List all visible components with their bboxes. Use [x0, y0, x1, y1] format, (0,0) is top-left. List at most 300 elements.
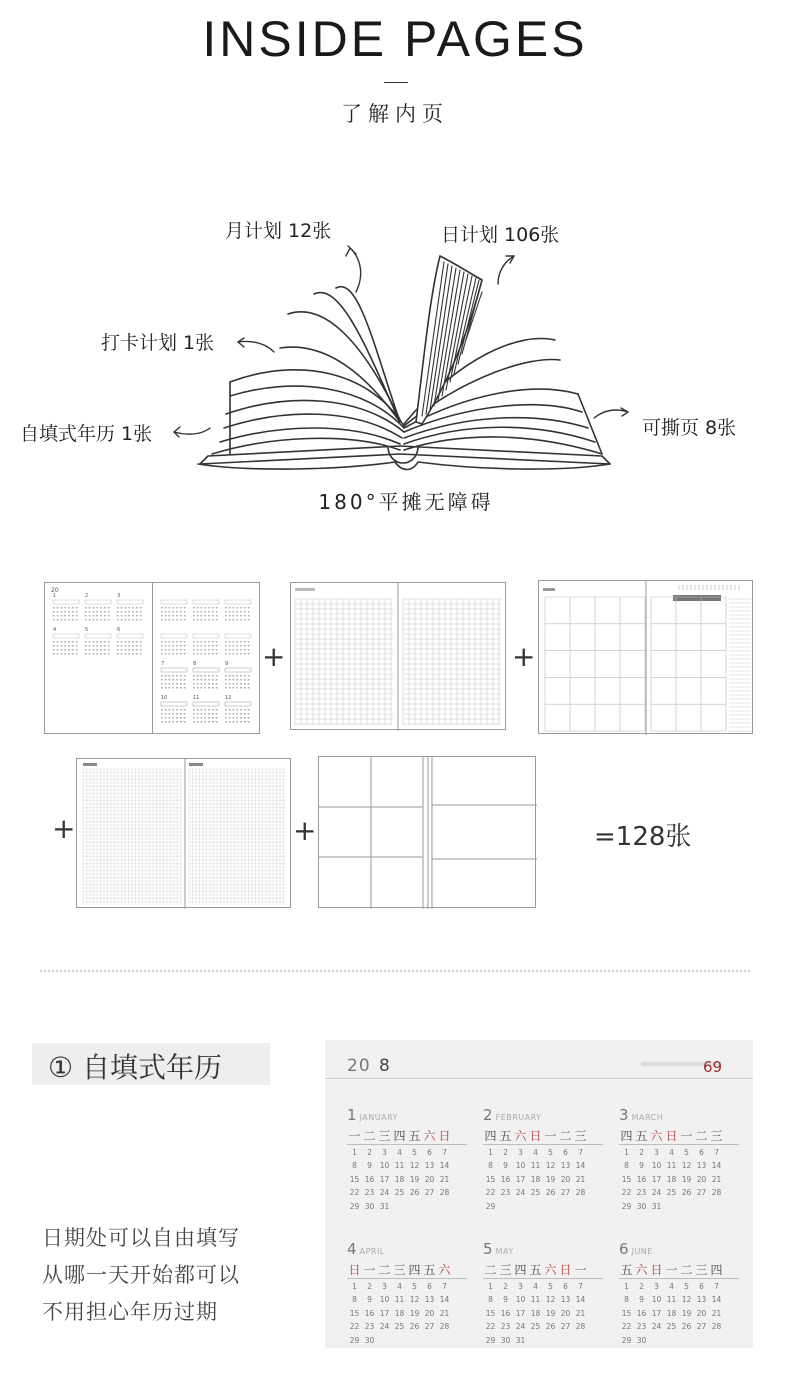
day-cell: 1: [624, 1282, 629, 1291]
day-cell: 2: [367, 1282, 372, 1291]
day-cell: 10: [651, 1161, 662, 1171]
day-grid: [483, 1282, 588, 1348]
mini-month-label: 5: [85, 627, 89, 633]
day-cell: 20: [424, 1308, 435, 1318]
day-cell: 7: [578, 1148, 583, 1157]
day-cell: 31: [651, 1201, 662, 1211]
weekday-label: 六: [514, 1129, 527, 1143]
label-daily-plan: 日计划 106张: [441, 224, 560, 246]
day-cell: 14: [575, 1161, 586, 1171]
day-cell: 2: [639, 1148, 644, 1157]
mini-month-label: 4: [53, 627, 57, 633]
day-cell: 26: [681, 1188, 692, 1198]
day-cell: 22: [621, 1188, 632, 1198]
day-cell: 20: [696, 1174, 707, 1184]
day-cell: 13: [424, 1295, 435, 1305]
weekday-label: 日: [665, 1129, 678, 1143]
weekday-label: 日: [438, 1129, 451, 1143]
day-cell: 14: [439, 1161, 450, 1171]
section-title: ① 自填式年历: [48, 1051, 223, 1084]
day-cell: 17: [515, 1308, 526, 1318]
day-cell: 13: [696, 1161, 707, 1171]
day-cell: 12: [681, 1161, 692, 1171]
calendar-month: [347, 1240, 467, 1348]
monthly-plan-grid: [539, 581, 754, 735]
mini-month-label: 9: [225, 661, 229, 667]
month-heading: [483, 1240, 603, 1258]
day-cell: 12: [409, 1161, 420, 1171]
day-cell: 20: [560, 1174, 571, 1184]
day-cell: 17: [651, 1174, 662, 1184]
month-name: MARCH: [628, 1113, 664, 1122]
day-cell: 18: [394, 1308, 405, 1318]
month-name: MAY: [492, 1247, 514, 1256]
weekday-label: 一: [363, 1263, 376, 1277]
day-cell: 7: [578, 1282, 583, 1291]
weekday-label: 四: [514, 1263, 527, 1277]
day-grid: [347, 1148, 452, 1215]
plus-sign: +: [293, 814, 317, 847]
day-cell: 1: [352, 1148, 357, 1157]
month-heading: [483, 1106, 603, 1124]
plus-sign: +: [512, 640, 536, 673]
day-cell: 24: [515, 1322, 526, 1332]
day-cell: 19: [409, 1174, 420, 1184]
day-cell: 8: [352, 1161, 357, 1171]
day-cell: 9: [639, 1161, 644, 1171]
spread-daily-plan: [76, 758, 291, 908]
day-cell: 7: [714, 1282, 719, 1291]
month-name: JANUARY: [356, 1113, 399, 1122]
day-cell: 28: [439, 1188, 450, 1198]
day-cell: 22: [349, 1322, 360, 1332]
spread-checkin-grid: [290, 582, 506, 730]
weekday-label: 五: [529, 1263, 542, 1277]
weekday-label: 二: [559, 1129, 572, 1143]
day-cell: 17: [651, 1308, 662, 1318]
calendar-month: [483, 1240, 603, 1348]
weekday-label: 三: [499, 1263, 512, 1277]
day-cell: 25: [666, 1322, 677, 1332]
day-cell: 5: [684, 1148, 689, 1157]
plus-sign: +: [52, 812, 76, 845]
day-cell: 9: [367, 1295, 372, 1305]
day-cell: 28: [711, 1322, 722, 1332]
day-cell: 9: [639, 1295, 644, 1305]
day-cell: 30: [500, 1335, 511, 1345]
month-heading: [347, 1240, 467, 1258]
day-cell: 17: [379, 1308, 390, 1318]
month-heading: [619, 1240, 739, 1258]
day-cell: 10: [515, 1161, 526, 1171]
weekday-label: 日: [529, 1129, 542, 1143]
weekday-label: 五: [408, 1129, 421, 1143]
weekday-label: 日: [559, 1263, 572, 1277]
year-handwritten: 8: [379, 1056, 391, 1076]
day-cell: 6: [699, 1282, 704, 1291]
day-cell: 15: [621, 1308, 632, 1318]
day-cell: 22: [485, 1322, 496, 1332]
weekday-label: 六: [635, 1263, 648, 1277]
weekday-row: [347, 1261, 467, 1279]
weekday-label: 六: [650, 1129, 663, 1143]
day-cell: 23: [636, 1188, 647, 1198]
weekday-label: 四: [408, 1263, 421, 1277]
weekday-row: [619, 1261, 739, 1279]
day-cell: 7: [442, 1282, 447, 1291]
weekday-row: [483, 1127, 603, 1145]
day-cell: 8: [488, 1295, 493, 1305]
day-cell: 21: [575, 1174, 586, 1184]
day-cell: 2: [503, 1282, 508, 1291]
weekday-label: 六: [438, 1263, 451, 1277]
day-cell: 16: [364, 1308, 375, 1318]
day-cell: 6: [427, 1148, 432, 1157]
month-number: 6: [619, 1240, 629, 1258]
day-cell: 12: [545, 1161, 556, 1171]
day-cell: 10: [651, 1295, 662, 1305]
day-cell: 4: [533, 1148, 538, 1157]
day-cell: 19: [545, 1308, 556, 1318]
day-cell: 30: [364, 1335, 375, 1345]
weekday-label: 一: [665, 1263, 678, 1277]
day-cell: 3: [382, 1148, 387, 1157]
weekday-label: 三: [695, 1263, 708, 1277]
weekday-label: 一: [544, 1129, 557, 1143]
day-cell: 19: [681, 1174, 692, 1184]
spread-monthly-plan: [538, 580, 753, 734]
weekday-label: 二: [484, 1263, 497, 1277]
year-prefix: 20: [347, 1056, 371, 1076]
day-cell: 29: [349, 1201, 360, 1211]
day-cell: 6: [427, 1282, 432, 1291]
day-cell: 8: [352, 1295, 357, 1305]
month-number: 5: [483, 1240, 493, 1258]
mini-month-blocks: [45, 583, 261, 735]
day-cell: 24: [379, 1188, 390, 1198]
day-cell: 25: [530, 1322, 541, 1332]
day-cell: 29: [621, 1335, 632, 1345]
day-cell: 14: [711, 1161, 722, 1171]
day-grid: [619, 1148, 724, 1215]
day-cell: 15: [485, 1174, 496, 1184]
day-cell: 11: [394, 1295, 405, 1305]
weekday-label: 四: [393, 1129, 406, 1143]
day-cell: 5: [412, 1282, 417, 1291]
day-cell: 27: [424, 1322, 435, 1332]
day-cell: 29: [485, 1335, 496, 1345]
calendar-year: [347, 1056, 391, 1076]
weekday-label: 四: [484, 1129, 497, 1143]
day-cell: 13: [560, 1161, 571, 1171]
day-cell: 18: [666, 1174, 677, 1184]
header-rule: [325, 1078, 753, 1079]
day-cell: 25: [666, 1188, 677, 1198]
weekday-label: 四: [710, 1263, 723, 1277]
daily-plan-grid: [77, 759, 292, 909]
mini-month-label: 8: [193, 661, 197, 667]
day-cell: 11: [530, 1295, 541, 1305]
day-cell: 2: [639, 1282, 644, 1291]
day-cell: 29: [349, 1335, 360, 1345]
day-cell: 27: [424, 1188, 435, 1198]
day-cell: 27: [696, 1322, 707, 1332]
day-cell: 28: [439, 1322, 450, 1332]
day-cell: 15: [621, 1174, 632, 1184]
day-cell: 29: [621, 1201, 632, 1211]
label-year-calendar: 自填式年历 1张: [20, 423, 153, 445]
weekday-label: 二: [363, 1129, 376, 1143]
flat-lay-caption: 180°平摊无障碍: [318, 490, 494, 514]
weekday-label: 四: [620, 1129, 633, 1143]
day-cell: 10: [379, 1161, 390, 1171]
day-cell: 5: [412, 1148, 417, 1157]
calendar-month: [347, 1106, 467, 1215]
day-cell: 19: [545, 1174, 556, 1184]
tearoff-panels: [319, 757, 537, 909]
day-cell: 30: [364, 1201, 375, 1211]
day-cell: 2: [367, 1148, 372, 1157]
day-cell: 21: [711, 1308, 722, 1318]
day-cell: 30: [636, 1201, 647, 1211]
day-cell: 1: [488, 1282, 493, 1291]
weekday-label: 三: [710, 1129, 723, 1143]
day-cell: 5: [548, 1282, 553, 1291]
weekday-label: 三: [393, 1263, 406, 1277]
description-line: 从哪一天开始都可以: [42, 1263, 240, 1287]
day-cell: 17: [379, 1174, 390, 1184]
day-cell: 18: [530, 1174, 541, 1184]
day-cell: 28: [711, 1188, 722, 1198]
day-cell: 4: [397, 1148, 402, 1157]
weekday-row: [347, 1127, 467, 1145]
day-cell: 7: [442, 1148, 447, 1157]
weekday-label: 五: [423, 1263, 436, 1277]
weekday-label: 二: [680, 1263, 693, 1277]
day-cell: 23: [636, 1322, 647, 1332]
day-cell: 19: [409, 1308, 420, 1318]
day-cell: 6: [563, 1282, 568, 1291]
page-title: INSIDE PAGES: [202, 11, 588, 67]
day-cell: 24: [515, 1188, 526, 1198]
day-cell: 11: [394, 1161, 405, 1171]
day-cell: 28: [575, 1322, 586, 1332]
day-cell: 15: [349, 1174, 360, 1184]
day-cell: 3: [382, 1282, 387, 1291]
day-cell: 22: [349, 1188, 360, 1198]
day-cell: 21: [439, 1308, 450, 1318]
day-cell: 16: [636, 1308, 647, 1318]
month-name: JUNE: [628, 1247, 653, 1256]
day-cell: 26: [545, 1322, 556, 1332]
day-cell: 21: [575, 1308, 586, 1318]
day-cell: 12: [409, 1295, 420, 1305]
day-cell: 27: [560, 1322, 571, 1332]
day-cell: 3: [654, 1148, 659, 1157]
day-cell: 3: [518, 1282, 523, 1291]
day-cell: 2: [503, 1148, 508, 1157]
day-cell: 24: [379, 1322, 390, 1332]
mini-month-label: 1: [53, 593, 57, 599]
day-cell: 26: [681, 1322, 692, 1332]
description-line: 日期处可以自由填写: [42, 1226, 240, 1250]
label-tearoff-pages: 可撕页 8张: [642, 417, 737, 439]
day-cell: 13: [424, 1161, 435, 1171]
day-cell: 1: [624, 1148, 629, 1157]
day-cell: 22: [621, 1322, 632, 1332]
plus-sign: +: [262, 640, 286, 673]
day-cell: 30: [636, 1335, 647, 1345]
label-monthly-plan: 月计划 12张: [225, 220, 332, 242]
day-cell: 20: [424, 1174, 435, 1184]
weekday-label: 三: [574, 1129, 587, 1143]
day-cell: 9: [367, 1161, 372, 1171]
label-checkin-plan: 打卡计划 1张: [101, 332, 215, 354]
day-cell: 14: [711, 1295, 722, 1305]
weekday-label: 五: [620, 1263, 633, 1277]
weekday-label: 五: [499, 1129, 512, 1143]
month-number: 1: [347, 1106, 357, 1124]
day-cell: 26: [409, 1322, 420, 1332]
day-cell: 13: [560, 1295, 571, 1305]
day-cell: 26: [409, 1188, 420, 1198]
day-cell: 8: [624, 1161, 629, 1171]
day-cell: 13: [696, 1295, 707, 1305]
spread-tearoff-pages: [318, 756, 536, 908]
description-line: 不用担心年历过期: [42, 1300, 218, 1324]
day-cell: 21: [711, 1174, 722, 1184]
month-number: 3: [619, 1106, 629, 1124]
day-grid: [483, 1148, 588, 1215]
day-cell: 20: [696, 1308, 707, 1318]
day-cell: 31: [515, 1335, 526, 1345]
month-name: APRIL: [356, 1247, 385, 1256]
day-cell: 5: [548, 1148, 553, 1157]
day-cell: 4: [397, 1282, 402, 1291]
day-cell: 5: [684, 1282, 689, 1291]
day-cell: 9: [503, 1295, 508, 1305]
weekday-label: 二: [695, 1129, 708, 1143]
mini-month-label: 11: [193, 695, 200, 701]
day-cell: 10: [379, 1295, 390, 1305]
mini-month-label: 2: [85, 593, 89, 599]
day-grid: [347, 1282, 452, 1348]
day-cell: 26: [545, 1188, 556, 1198]
day-cell: 12: [681, 1295, 692, 1305]
mini-month-label: 10: [161, 695, 168, 701]
day-cell: 16: [500, 1174, 511, 1184]
day-cell: 12: [545, 1295, 556, 1305]
day-cell: 6: [563, 1148, 568, 1157]
weekday-label: 一: [680, 1129, 693, 1143]
day-cell: 14: [439, 1295, 450, 1305]
day-grid: [619, 1282, 724, 1348]
day-cell: 19: [681, 1308, 692, 1318]
month-heading: [619, 1106, 739, 1124]
month-number: 4: [347, 1240, 357, 1258]
mini-month-label: 3: [117, 593, 121, 599]
month-heading: [347, 1106, 467, 1124]
day-cell: 27: [696, 1188, 707, 1198]
day-cell: 17: [515, 1174, 526, 1184]
day-cell: 16: [364, 1174, 375, 1184]
weekday-label: 六: [544, 1263, 557, 1277]
day-cell: 15: [349, 1308, 360, 1318]
day-cell: 18: [530, 1308, 541, 1318]
day-cell: 20: [560, 1308, 571, 1318]
day-cell: 14: [575, 1295, 586, 1305]
day-cell: 28: [575, 1188, 586, 1198]
weekday-label: 五: [635, 1129, 648, 1143]
day-cell: 16: [500, 1308, 511, 1318]
day-cell: 29: [485, 1201, 496, 1211]
day-cell: 27: [560, 1188, 571, 1198]
weekday-row: [619, 1127, 739, 1145]
day-cell: 24: [651, 1188, 662, 1198]
page-subtitle: 了解内页: [341, 102, 449, 126]
day-cell: 31: [379, 1201, 390, 1211]
weekday-label: 六: [423, 1129, 436, 1143]
day-cell: 25: [394, 1188, 405, 1198]
day-cell: 11: [530, 1161, 541, 1171]
calendar-month: [619, 1240, 739, 1348]
page-number: 69: [703, 1058, 723, 1076]
total-pages: =128张: [594, 822, 692, 852]
weekday-label: 日: [348, 1263, 361, 1277]
calendar-month: [483, 1106, 603, 1215]
day-cell: 4: [533, 1282, 538, 1291]
day-cell: 21: [439, 1174, 450, 1184]
weekday-row: [483, 1261, 603, 1279]
calendar-page-photo: [325, 1040, 753, 1348]
day-cell: 1: [488, 1148, 493, 1157]
day-cell: 23: [364, 1322, 375, 1332]
day-cell: 15: [485, 1308, 496, 1318]
day-cell: 18: [666, 1308, 677, 1318]
day-cell: 16: [636, 1174, 647, 1184]
day-cell: 11: [666, 1295, 677, 1305]
mini-month-label: 6: [117, 627, 121, 633]
weekday-label: 三: [378, 1129, 391, 1143]
day-cell: 6: [699, 1148, 704, 1157]
day-cell: 10: [515, 1295, 526, 1305]
day-cell: 25: [530, 1188, 541, 1198]
calendar-month: [619, 1106, 739, 1215]
day-cell: 18: [394, 1174, 405, 1184]
mini-month-label: 7: [161, 661, 165, 667]
day-cell: 23: [500, 1188, 511, 1198]
day-cell: 3: [654, 1282, 659, 1291]
day-cell: 22: [485, 1188, 496, 1198]
weekday-label: 二: [378, 1263, 391, 1277]
day-cell: 23: [500, 1322, 511, 1332]
day-cell: 8: [488, 1161, 493, 1171]
month-number: 2: [483, 1106, 493, 1124]
weekday-label: 一: [348, 1129, 361, 1143]
day-cell: 9: [503, 1161, 508, 1171]
day-cell: 3: [518, 1148, 523, 1157]
day-cell: 23: [364, 1188, 375, 1198]
day-cell: 8: [624, 1295, 629, 1305]
day-cell: 11: [666, 1161, 677, 1171]
day-cell: 25: [394, 1322, 405, 1332]
checkin-grid-lines: [291, 583, 507, 731]
day-cell: 4: [669, 1282, 674, 1291]
month-name: FEBRUARY: [492, 1113, 542, 1122]
weekday-label: 日: [650, 1263, 663, 1277]
day-cell: 4: [669, 1148, 674, 1157]
mini-month-label: 12: [225, 695, 232, 701]
